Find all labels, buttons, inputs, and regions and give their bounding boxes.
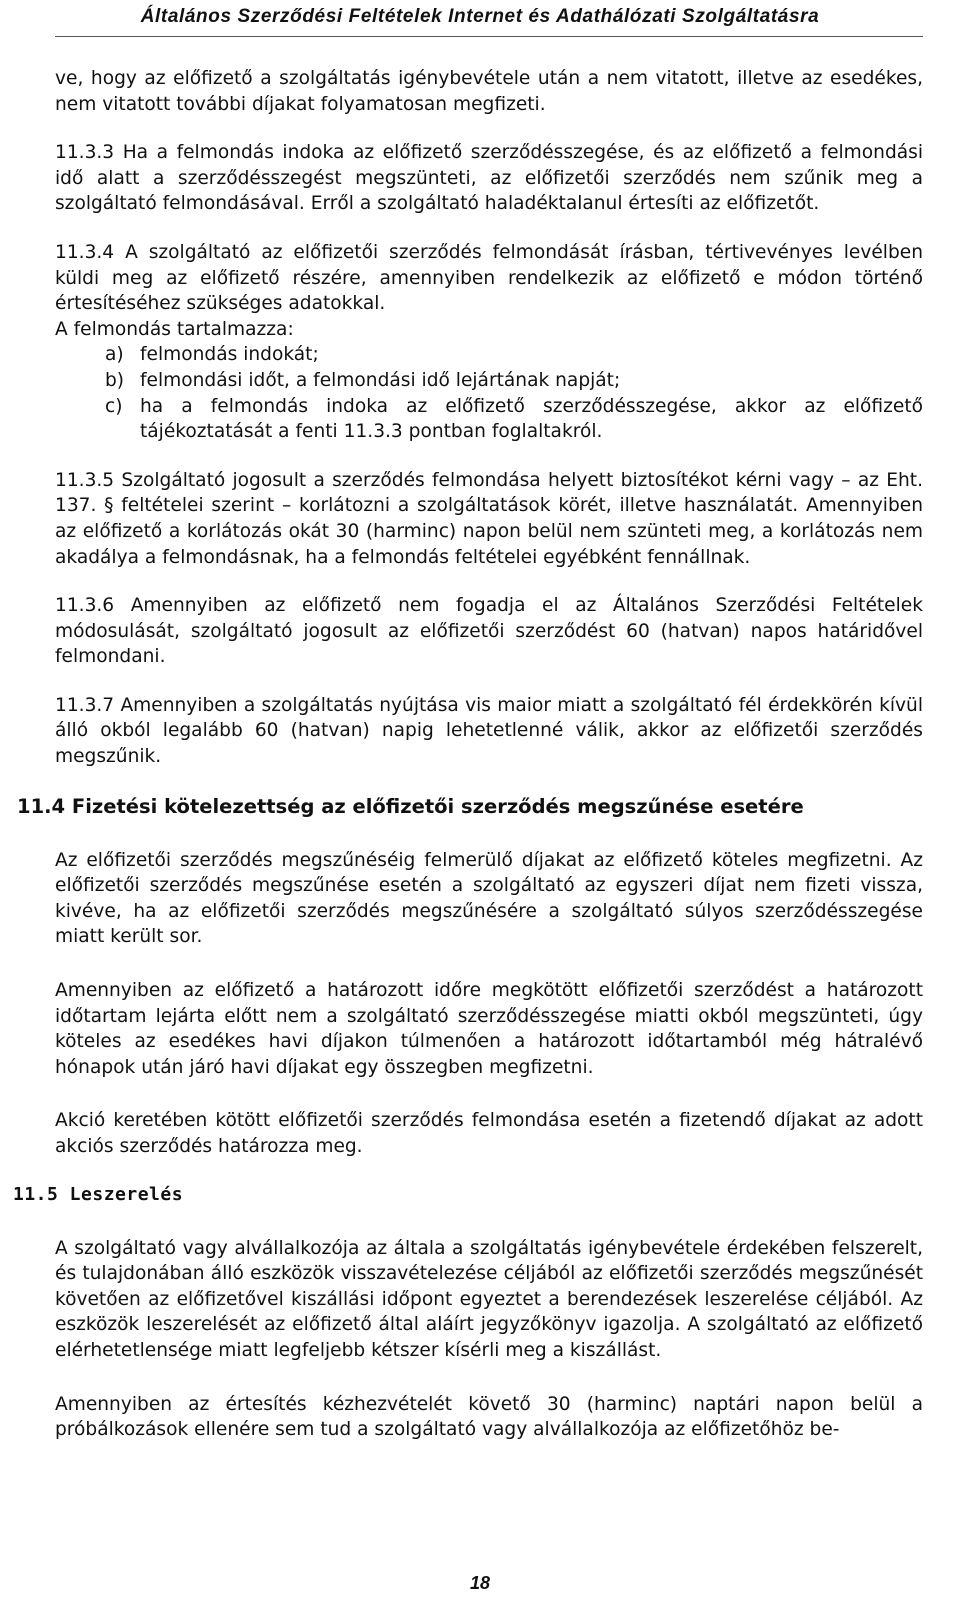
list-marker: a) — [105, 344, 124, 366]
paragraph-11-3-6: 11.3.6 Amennyiben az előfizető nem fogadja el az Általános Szerződési Feltételek módosulását, szolgáltató jogosult az előfizetői szerződést 60 (hatvan) napos határidővel felmondani. — [55, 595, 923, 668]
paragraph-11-4-a: Az előfizetői szerződés megszűnéséig felmerülő díjakat az előfizető köteles megfizetni. Az előfizetői szerződés megszűnése esetén a szolgáltató az egyszeri díjat nem fizeti vissza, kivéve, ha az előfizetői szerződés megszűnésére a szolgáltató súlyos szerződésszegése miatt került sor. — [55, 849, 923, 948]
content-list — [55, 342, 923, 444]
header-divider — [55, 36, 923, 37]
paragraph-11-5-b: Amennyiben az értesítés kézhezvételét követő 30 (harminc) naptári napon belül a próbálkozások ellenére sem tud a szolgáltató vagy alvállalkozója az előfizetőhöz be- — [55, 1393, 923, 1441]
paragraph-11-3-5: 11.3.5 Szolgáltató jogosult a szerződés felmondása helyett biztosítékot kérni vagy – az Eht. 137. § feltételei szerint – korlátozni a szolgáltatások körét, illetve használatát. Amennyiben az előfizető a korlátozás okát 30 (harminc) napon belül nem szünteti meg, a korlátozás nem akadálya a felmondásnak, ha a felmondás feltételei egyébként fennállnak. — [55, 469, 923, 568]
list-item-text: felmondási időt, a felmondási idő lejártának napját; — [140, 369, 621, 391]
section-heading-11-4: 11.4 Fizetési kötelezettség az előfizetői szerződés megszűnése esetére — [17, 794, 804, 818]
list-item-text: ha a felmondás indoka az előfizető szerződésszegése, akkor az előfizető tájékoztatását a fenti 11.3.3 pontban foglaltakról. — [140, 395, 923, 443]
paragraph-felmondas-tartalmazza: A felmondás tartalmazza: — [55, 318, 294, 340]
list-item — [55, 394, 923, 445]
list-item — [55, 342, 923, 368]
paragraph-11-4-c: Akció keretében kötött előfizetői szerződés felmondása esetén a fizetendő díjakat az adott akciós szerződés határozza meg. — [55, 1110, 923, 1157]
list-item — [55, 368, 923, 394]
paragraph-11-3-4: 11.3.4 A szolgáltató az előfizetői szerződés felmondását írásban, tértivevényes levélben küldi meg az előfizető részére, amennyiben rendelkezik az előfizető e módon történő értesítéséhez szükséges adatokkal. — [55, 241, 923, 315]
list-item-text: felmondás indokát; — [140, 344, 319, 366]
page-number: 18 — [469, 1573, 491, 1593]
paragraph-11-5-a: A szolgáltató vagy alvállalkozója az általa a szolgáltatás igénybevétele érdekében felszerelt, és tulajdonában álló eszközök visszavételezése céljából az előfizetői szerződés megszűnését követően az előfizetővel kiszállási időpont egyeztet a berendezések leszerelése céljából. Az eszközök leszerelését az előfizető által aláírt jegyzőkönyv igazolja. A szolgáltató az előfizető elérhetetlensége miatt legfeljebb kétszer kísérli meg a kiszállást. — [55, 1237, 923, 1361]
document-body — [13, 66, 923, 1443]
paragraph-intro: ve, hogy az előfizető a szolgáltatás igénybevétele után a nem vitatott, illetve az esedékes, nem vitatott további díjakat folyamatosan megfizeti. — [55, 68, 923, 115]
paragraph-11-3-7: 11.3.7 Amennyiben a szolgáltatás nyújtása vis maior miatt a szolgáltató fél érdekkörén kívül álló okból legalább 60 (hatvan) napig lehetetlenné válik, akkor az előfizetői szerződés megszűnik. — [55, 694, 923, 768]
document-header: Általános Szerződési Feltételek Internet és Adathálózati Szolgáltatásra — [140, 6, 820, 27]
section-heading-11-5: 11.5 Leszerelés — [13, 1183, 184, 1205]
paragraph-11-4-b: Amennyiben az előfizető a határozott időre megkötött előfizetői szerződést a határozott időtartam lejárta előtt nem a szolgáltató szerződésszegése miatti okból megszünteti, úgy köteles az esedékes havi díjakon túlmenően a határozott időtartamból még hátralévő hónapok után járó havi díjakat egy összegben megfizetni. — [55, 980, 923, 1078]
list-marker: c) — [105, 395, 123, 417]
paragraph-11-3-3: 11.3.3 Ha a felmondás indoka az előfizető szerződésszegése, és az előfizető a felmondási idő alatt a szerződésszegést megszünteti, az előfizetői szerződés nem szűnik meg a szolgáltató felmondásával. Erről a szolgáltató haladéktalanul értesíti az előfizetőt. — [55, 142, 923, 215]
list-marker: b) — [105, 369, 125, 391]
